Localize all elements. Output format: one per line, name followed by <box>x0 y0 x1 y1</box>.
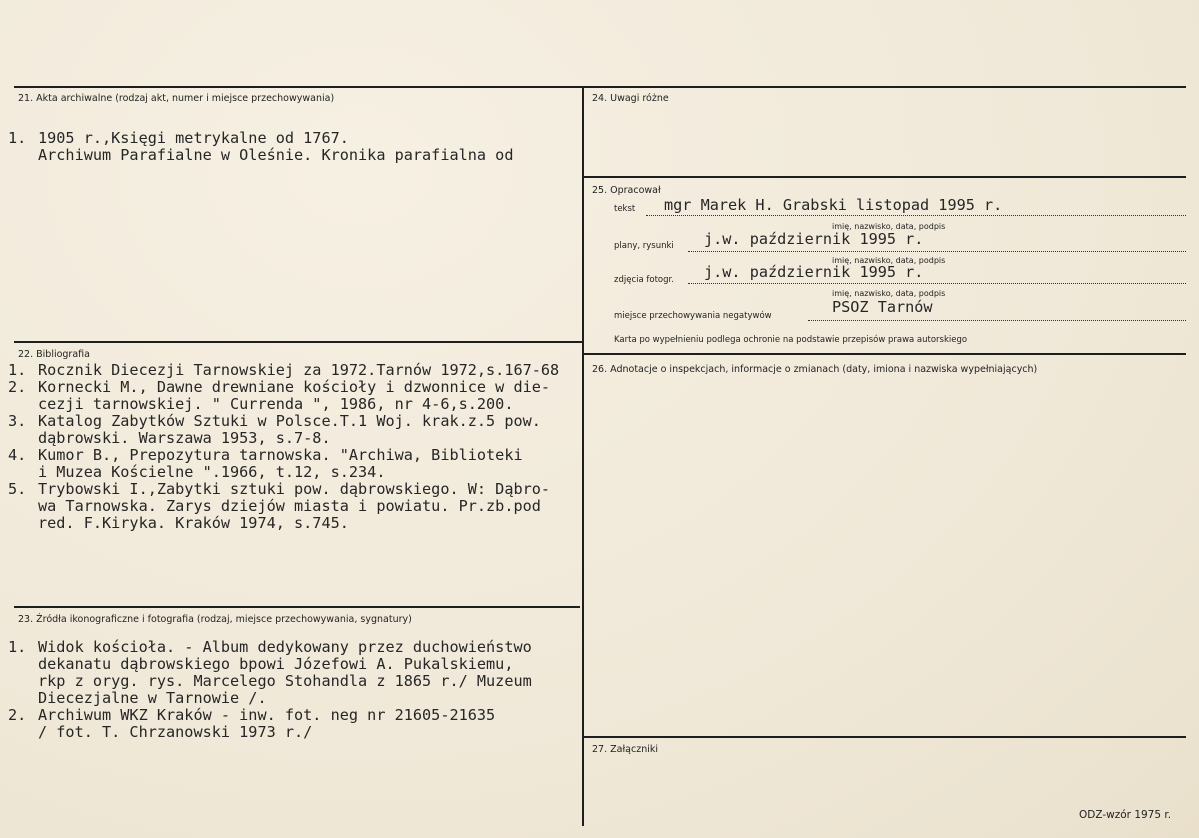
item-line: red. F.Kiryka. Kraków 1974, s.745. <box>38 514 349 532</box>
section-23-label: 23. Źródła ikonograficzne i fotografia (rodzaj, miejsce przechowywania, sygnatury) <box>18 614 412 625</box>
tekst-caption: imię, nazwisko, data, podpis <box>832 222 946 231</box>
section-22-label: 22. Bibliografia <box>18 349 90 360</box>
section-27-label: 27. Załączniki <box>592 744 658 755</box>
item-number: 2. <box>8 706 27 724</box>
zdjecia-caption: imię, nazwisko, data, podpis <box>832 289 946 298</box>
item-number: 1. <box>8 361 27 379</box>
ochrona-note: Karta po wypełnieniu podlega ochronie na podstawie przepisów prawa autorskiego <box>614 335 968 345</box>
divider-25-26 <box>584 353 1186 355</box>
item-line: 1905 r.,Księgi metrykalne od 1767. <box>38 129 349 147</box>
divider-21-22 <box>14 341 582 343</box>
plany-value: j.w. październik 1995 r. <box>704 230 924 248</box>
negatywy-label: miejsce przechowywania negatywów <box>614 311 772 321</box>
plany-line <box>688 251 1186 252</box>
center-divider <box>582 86 584 826</box>
top-rule <box>14 86 1186 88</box>
item-line: wa Tarnowska. Zarys dziejów miasta i powiatu. Pr.zb.pod <box>38 497 541 515</box>
section-21-label: 21. Akta archiwalne (rodzaj akt, numer i miejsce przechowywania) <box>18 93 335 104</box>
tekst-line <box>646 215 1186 216</box>
tekst-label: tekst <box>614 204 636 214</box>
divider-26-27 <box>584 736 1186 738</box>
item-line: Katalog Zabytków Sztuki w Polsce.T.1 Woj. krak.z.5 pow. <box>38 412 541 430</box>
item-line: Kumor B., Prepozytura tarnowska. "Archiwa, Biblioteki <box>38 446 523 464</box>
divider-24-25 <box>584 176 1186 178</box>
item-number: 2. <box>8 378 27 396</box>
section-23-list <box>0 638 532 809</box>
negatywy-value: PSOZ Tarnów <box>832 298 933 316</box>
section-25-label: 25. Opracował <box>592 185 661 196</box>
item-line: dąbrowski. Warszawa 1953, s.7-8. <box>38 429 331 447</box>
item-number: 1. <box>8 129 27 147</box>
zdjecia-value: j.w. październik 1995 r. <box>704 263 924 281</box>
item-line: / fot. T. Chrzanowski 1973 r./ <box>38 723 313 741</box>
item-number: 4. <box>8 446 27 464</box>
item-line: dekanatu dąbrowskiego bpowi Józefowi A. Pukalskiemu, <box>38 655 514 673</box>
divider-22-23 <box>14 606 580 608</box>
item-line: Trybowski I.,Zabytki sztuki pow. dąbrowskiego. W: Dąbro- <box>38 480 551 498</box>
form-id: ODZ-wzór 1975 r. <box>1079 809 1172 821</box>
section-21-list <box>0 113 514 164</box>
item-line: Widok kościoła. - Album dedykowany przez duchowieństwo <box>38 638 532 656</box>
item-line: Rocznik Diecezji Tarnowskiej za 1972.Tarnów 1972,s.167-68 <box>38 361 560 379</box>
tekst-value: mgr Marek H. Grabski listopad 1995 r. <box>664 196 1003 214</box>
item-line: i Muzea Kościelne ".1966, t.12, s.234. <box>38 463 386 481</box>
list-item <box>8 113 514 198</box>
item-line: rkp z oryg. rys. Marcelego Stohandla z 1865 r./ Muzeum <box>38 672 532 690</box>
item-line: Kornecki M., Dawne drewniane kościoły i dzwonnice w die- <box>38 378 551 396</box>
item-number: 3. <box>8 412 27 430</box>
item-line: Archiwum Parafialne w Oleśnie. Kronika parafialna od <box>38 146 514 164</box>
plany-label: plany, rysunki <box>614 241 674 251</box>
section-26-label: 26. Adnotacje o inspekcjach, informacje o zmianach (daty, imiona i nazwiska wypełniających) <box>592 364 1038 375</box>
item-line: Diecezjalne w Tarnowie /. <box>38 689 267 707</box>
negatywy-line <box>808 320 1186 321</box>
item-number: 1. <box>8 638 27 656</box>
item-number: 5. <box>8 480 27 498</box>
section-24-label: 24. Uwagi różne <box>592 93 669 104</box>
item-line: cezji tarnowskiej. " Currenda ", 1986, nr 4-6,s.200. <box>38 395 514 413</box>
plany-caption: imię, nazwisko, data, podpis <box>832 256 946 265</box>
zdjecia-label: zdjęcia fotogr. <box>614 275 674 285</box>
zdjecia-line <box>688 283 1186 284</box>
item-line: Archiwum WKZ Kraków - inw. fot. neg nr 21605-21635 <box>38 706 496 724</box>
